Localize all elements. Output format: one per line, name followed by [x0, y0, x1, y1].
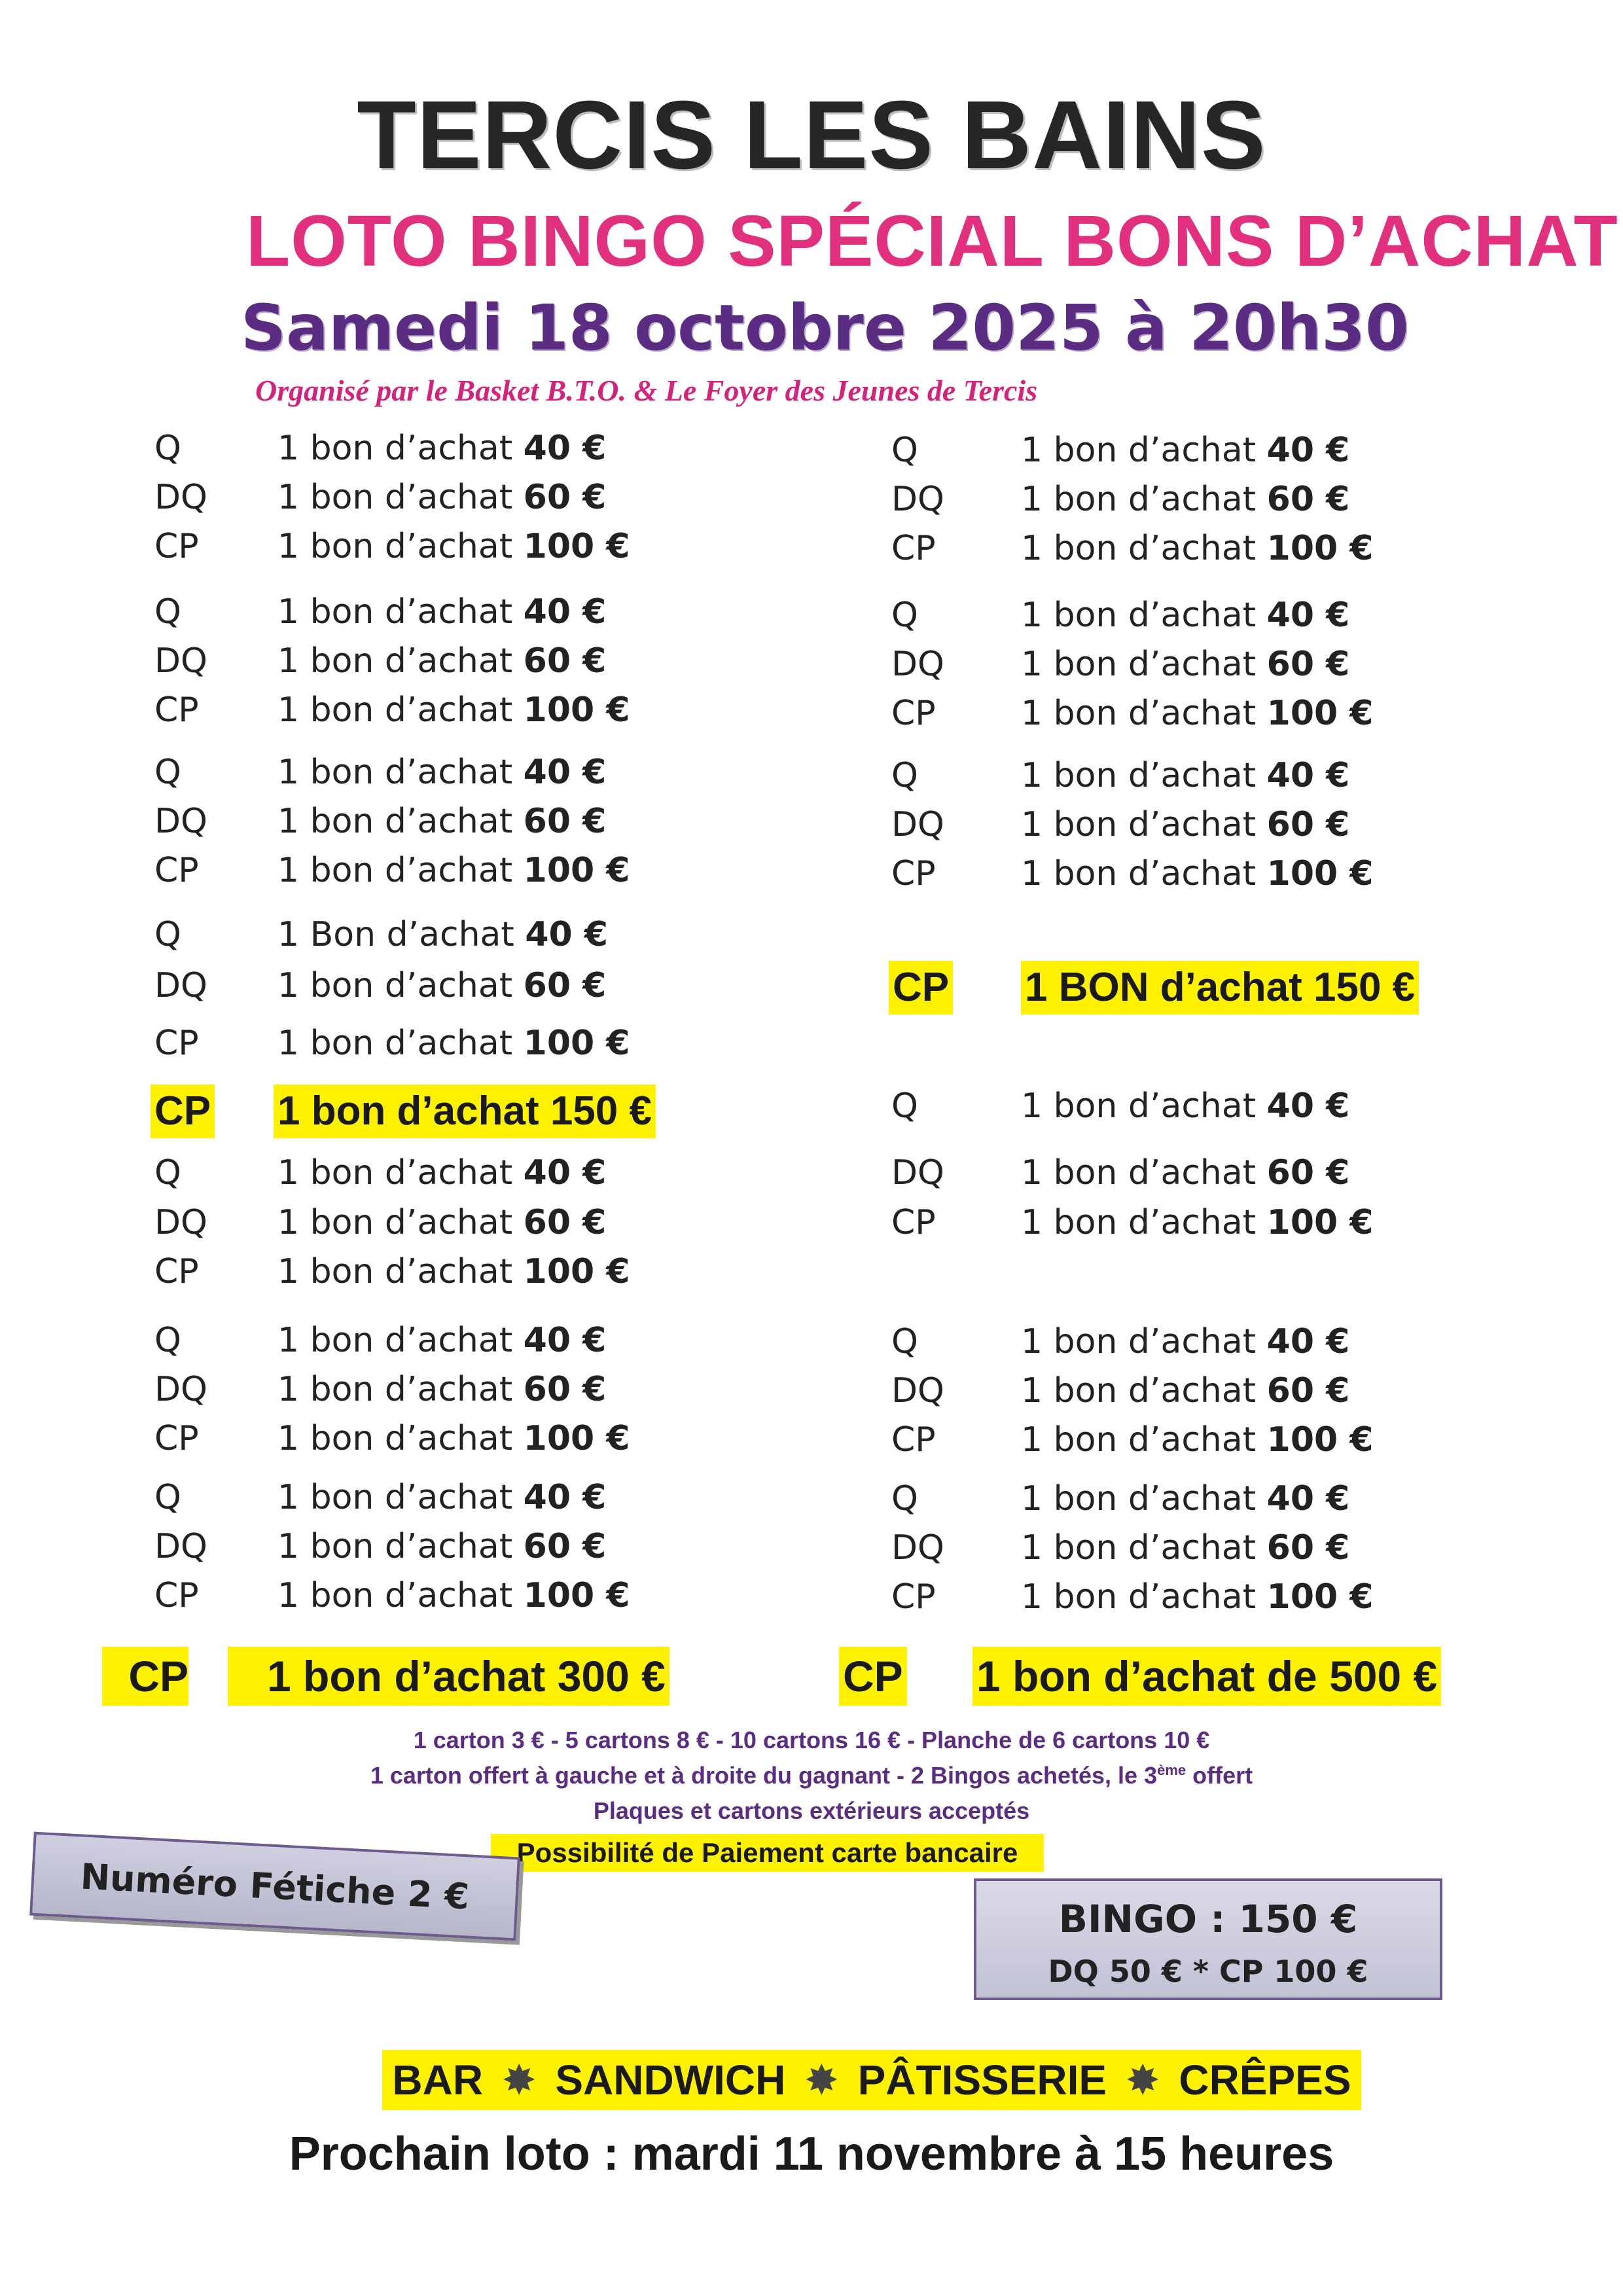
- left-prize: [277, 802, 606, 841]
- right-code: CP: [891, 854, 936, 893]
- prize-text: 1 bon d’achat: [277, 1153, 513, 1193]
- next-loto-line: Prochain loto : mardi 11 novembre à 15 heures: [289, 2128, 1334, 2180]
- prize-text: 1 bon d’achat: [277, 851, 513, 890]
- prize-amount: 40 €: [1266, 596, 1350, 635]
- right-code: CP: [891, 1577, 936, 1617]
- star-icon: ✸: [503, 2059, 535, 2102]
- prize-text: 1 bon d’achat: [1021, 1203, 1257, 1242]
- bar-label: BAR: [392, 2056, 484, 2104]
- bingo-main-prize: BINGO : 150 €: [1058, 1897, 1358, 1941]
- prize-text: 1 bon d’achat: [277, 1527, 513, 1566]
- left-code: Q: [154, 429, 181, 468]
- sandwich-label: SANDWICH: [555, 2056, 786, 2104]
- crepes-label: CRÊPES: [1179, 2056, 1351, 2104]
- prize-amount: 100 €: [1266, 854, 1374, 893]
- left-code: Q: [154, 592, 181, 632]
- prize-amount: 40 €: [1266, 1479, 1350, 1518]
- prize-amount: 100 €: [523, 691, 630, 730]
- left-prize: [277, 691, 630, 730]
- bingo-sub-prizes: DQ 50 € * CP 100 €: [1048, 1954, 1368, 1989]
- final-right-code: CP: [839, 1647, 907, 1706]
- patisserie-label: PÂTISSERIE: [857, 2056, 1107, 2104]
- left-prize: [277, 1527, 606, 1566]
- right-code: Q: [891, 431, 918, 470]
- prize-amount: 60 €: [1266, 480, 1350, 519]
- left-code: DQ: [154, 641, 207, 681]
- right-code: Q: [891, 1479, 918, 1518]
- star-icon: ✸: [1126, 2059, 1159, 2102]
- left-prize: [277, 478, 606, 517]
- left-code: CP: [154, 1024, 199, 1063]
- left-code: DQ: [154, 966, 207, 1005]
- prize-amount: 100 €: [1266, 1420, 1374, 1460]
- prize-amount: 100 €: [1266, 529, 1374, 568]
- right-prize: [1021, 805, 1349, 844]
- right-special-prize: 1 BON d’achat 150 €: [1021, 961, 1419, 1014]
- left-code: CP: [154, 1419, 199, 1458]
- prize-text: 1 bon d’achat: [277, 592, 513, 632]
- right-code: CP: [891, 1203, 936, 1242]
- prize-text: 1 bon d’achat: [277, 1024, 513, 1063]
- left-code: DQ: [154, 802, 207, 841]
- left-code: DQ: [154, 1370, 207, 1409]
- prize-text: 1 bon d’achat: [1021, 1153, 1257, 1193]
- left-code: Q: [154, 915, 181, 954]
- right-code: Q: [891, 1322, 918, 1361]
- right-prize: [1021, 596, 1349, 635]
- left-special-prize: 1 bon d’achat 150 €: [274, 1085, 656, 1138]
- prize-amount: 100 €: [523, 1252, 630, 1291]
- right-prize: [1021, 1371, 1349, 1410]
- prize-amount: 100 €: [523, 1419, 630, 1458]
- right-prize: [1021, 694, 1374, 733]
- right-code: Q: [891, 1086, 918, 1126]
- left-code: CP: [154, 691, 199, 730]
- right-special-code: CP: [889, 961, 953, 1014]
- left-prize: [277, 1478, 606, 1517]
- right-code: DQ: [891, 645, 944, 684]
- left-code: CP: [154, 1252, 199, 1291]
- prize-text: 1 bon d’achat: [277, 1252, 513, 1291]
- right-prize: [1021, 529, 1374, 568]
- prize-amount: 60 €: [523, 1370, 607, 1409]
- left-prize: [277, 966, 606, 1005]
- prize-amount: 100 €: [523, 851, 630, 890]
- prize-amount: 40 €: [1266, 1086, 1350, 1126]
- prize-text: 1 bon d’achat: [277, 429, 513, 468]
- prize-amount: 40 €: [523, 753, 607, 792]
- prize-text: 1 bon d’achat: [277, 966, 513, 1005]
- left-code: CP: [154, 851, 199, 890]
- prize-text: 1 bon d’achat: [277, 691, 513, 730]
- prize-text: 1 bon d’achat: [1021, 694, 1257, 733]
- prize-amount: 40 €: [523, 1478, 607, 1517]
- right-prize: [1021, 1153, 1349, 1193]
- right-prize: [1021, 1528, 1349, 1568]
- right-code: DQ: [891, 480, 944, 519]
- left-prize: [277, 527, 630, 566]
- prize-amount: 100 €: [1266, 1203, 1374, 1242]
- prize-text: 1 bon d’achat: [277, 802, 513, 841]
- page-title: TERCIS LES BAINS: [357, 81, 1266, 189]
- left-prize: [277, 851, 630, 890]
- right-code: CP: [891, 1420, 936, 1460]
- left-code: Q: [154, 1321, 181, 1360]
- prize-text: 1 Bon d’achat: [277, 915, 514, 954]
- left-code: DQ: [154, 478, 207, 517]
- right-prize: [1021, 854, 1374, 893]
- left-prize: [277, 915, 608, 954]
- final-left-code: CP: [102, 1647, 188, 1706]
- prize-text: 1 bon d’achat: [1021, 1371, 1257, 1410]
- prize-text: 1 bon d’achat: [1021, 1086, 1257, 1126]
- prize-text: 1 bon d’achat: [1021, 431, 1257, 470]
- right-prize: [1021, 431, 1349, 470]
- left-code: DQ: [154, 1203, 207, 1242]
- fetiche-box: Numéro Fétiche 2 €: [29, 1832, 520, 1941]
- left-prize: [277, 1252, 630, 1291]
- left-code: Q: [154, 1153, 181, 1193]
- left-code: CP: [154, 527, 199, 566]
- organizer-line: Organisé par le Basket B.T.O. & Le Foyer des Jeunes de Tercis: [255, 374, 1038, 407]
- event-subtitle: LOTO BINGO SPÉCIAL BONS D’ACHAT: [246, 201, 1618, 281]
- right-prize: [1021, 1203, 1374, 1242]
- right-prize: [1021, 1086, 1349, 1126]
- left-code: Q: [154, 1478, 181, 1517]
- left-code: CP: [154, 1576, 199, 1615]
- left-prize: [277, 429, 606, 468]
- prize-amount: 60 €: [523, 966, 607, 1005]
- prize-amount: 60 €: [1266, 645, 1350, 684]
- final-right-prize: 1 bon d’achat de 500 €: [972, 1647, 1441, 1706]
- left-prize: [277, 641, 606, 681]
- left-prize: [277, 592, 606, 632]
- prize-amount: 40 €: [525, 915, 608, 954]
- prize-amount: 60 €: [1266, 1153, 1350, 1193]
- prize-text: 1 bon d’achat: [277, 478, 513, 517]
- prize-amount: 60 €: [1266, 805, 1350, 844]
- prize-text: 1 bon d’achat: [277, 1203, 513, 1242]
- prize-amount: 40 €: [1266, 1322, 1350, 1361]
- left-prize: [277, 1576, 630, 1615]
- payment-banner: Possibilité de Paiement carte bancaire: [491, 1834, 1044, 1872]
- prize-text: 1 bon d’achat: [1021, 1577, 1257, 1617]
- right-code: Q: [891, 756, 918, 795]
- left-prize: [277, 1321, 606, 1360]
- right-code: DQ: [891, 1371, 944, 1410]
- plaques-line: Plaques et cartons extérieurs acceptés: [593, 1797, 1030, 1824]
- right-prize: [1021, 1322, 1349, 1361]
- prize-amount: 100 €: [523, 527, 630, 566]
- prize-text: 1 bon d’achat: [1021, 529, 1257, 568]
- prize-text: 1 bon d’achat: [1021, 805, 1257, 844]
- right-prize: [1021, 1577, 1374, 1617]
- refreshments-banner: [382, 2050, 1361, 2110]
- left-code: Q: [154, 753, 181, 792]
- prize-text: 1 bon d’achat: [1021, 1528, 1257, 1568]
- prize-text: 1 bon d’achat: [277, 1370, 513, 1409]
- left-prize: [277, 1419, 630, 1458]
- prize-amount: 40 €: [1266, 756, 1350, 795]
- prize-amount: 60 €: [523, 1527, 607, 1566]
- left-prize: [277, 1024, 630, 1063]
- prize-amount: 60 €: [523, 1203, 607, 1242]
- right-code: DQ: [891, 1528, 944, 1568]
- prize-text: 1 bon d’achat: [277, 1419, 513, 1458]
- right-prize: [1021, 1479, 1349, 1518]
- prize-text: 1 bon d’achat: [277, 1321, 513, 1360]
- prize-text: 1 bon d’achat: [1021, 756, 1257, 795]
- prize-amount: 100 €: [523, 1024, 630, 1063]
- left-prize: [277, 1370, 606, 1409]
- prize-text: 1 bon d’achat: [277, 527, 513, 566]
- prize-amount: 40 €: [523, 1321, 607, 1360]
- prize-text: 1 bon d’achat: [1021, 1479, 1257, 1518]
- prize-amount: 100 €: [1266, 694, 1374, 733]
- right-code: CP: [891, 694, 936, 733]
- prize-text: 1 bon d’achat: [1021, 854, 1257, 893]
- prize-amount: 60 €: [1266, 1371, 1350, 1410]
- right-prize: [1021, 1420, 1374, 1460]
- prize-text: 1 bon d’achat: [1021, 596, 1257, 635]
- left-code: DQ: [154, 1527, 207, 1566]
- prize-amount: 100 €: [1266, 1577, 1374, 1617]
- prize-amount: 40 €: [1266, 431, 1350, 470]
- prize-text: 1 bon d’achat: [277, 641, 513, 681]
- prize-amount: 40 €: [523, 429, 607, 468]
- prize-text: 1 bon d’achat: [277, 1576, 513, 1615]
- prize-amount: 40 €: [523, 592, 607, 632]
- pricing-line: 1 carton 3 € - 5 cartons 8 € - 10 cartons 16 € - Planche de 6 cartons 10 €: [413, 1727, 1210, 1753]
- prize-amount: 60 €: [523, 802, 607, 841]
- offer-line: 1 carton offert à gauche et à droite du gagnant - 2 Bingos achetés, le 3ème offert: [370, 1762, 1253, 1789]
- left-prize: [277, 753, 606, 792]
- prize-text: 1 bon d’achat: [1021, 1322, 1257, 1361]
- final-left-prize: 1 bon d’achat 300 €: [228, 1647, 669, 1706]
- right-code: Q: [891, 596, 918, 635]
- star-icon: ✸: [806, 2059, 838, 2102]
- prize-text: 1 bon d’achat: [1021, 1420, 1257, 1460]
- left-special-code: CP: [151, 1085, 215, 1138]
- left-prize: [277, 1153, 606, 1193]
- left-prize: [277, 1203, 606, 1242]
- prize-text: 1 bon d’achat: [1021, 480, 1257, 519]
- right-code: DQ: [891, 805, 944, 844]
- event-date: Samedi 18 octobre 2025 à 20h30: [241, 291, 1409, 365]
- prize-amount: 100 €: [523, 1576, 630, 1615]
- right-prize: [1021, 645, 1349, 684]
- right-code: CP: [891, 529, 936, 568]
- right-code: DQ: [891, 1153, 944, 1193]
- prize-amount: 60 €: [523, 641, 607, 681]
- right-prize: [1021, 480, 1349, 519]
- prize-amount: 60 €: [1266, 1528, 1350, 1568]
- prize-text: 1 bon d’achat: [277, 753, 513, 792]
- prize-text: 1 bon d’achat: [1021, 645, 1257, 684]
- prize-amount: 40 €: [523, 1153, 607, 1193]
- prize-text: 1 bon d’achat: [277, 1478, 513, 1517]
- prize-amount: 60 €: [523, 478, 607, 517]
- right-prize: [1021, 756, 1349, 795]
